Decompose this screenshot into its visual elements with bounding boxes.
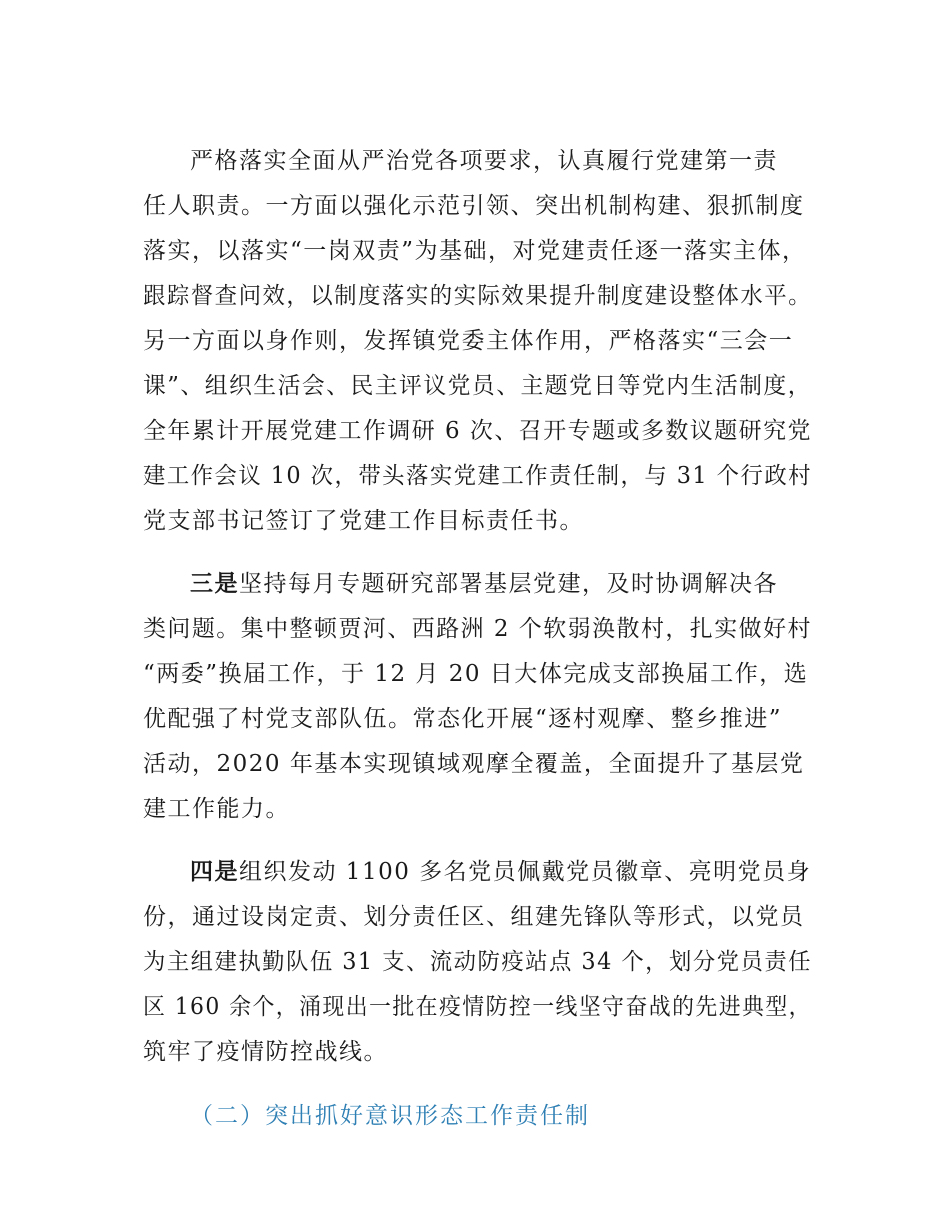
paragraph2-line-2: 类问题。集中整顿贾河、西路洲 2 个软弱涣散村，扎实做好村 [143, 616, 812, 642]
paragraph2-line-3: “两委”换届工作，于 12 月 20 日大体完成支部换届工作，选 [143, 661, 809, 687]
paragraph2-line-6: 建工作能力。 [143, 796, 290, 822]
paragraph2-first-line-text: 坚持每月专题研究部署基层党建，及时协调解决各 [239, 571, 778, 597]
paragraph1-line-5: 另一方面以身作则，发挥镇党委主体作用，严格落实“三会一 [143, 328, 794, 354]
paragraph2-line-4: 优配强了村党支部队伍。常态化开展“逐村观摩、整乡推进” [143, 706, 783, 732]
paragraph3-line-3: 为主组建执勤队伍 31 支、流动防疫站点 34 个，划分党员责任 [143, 949, 812, 975]
paragraph2-lead: 三是 [190, 570, 239, 597]
paragraph3-line-5: 筑牢了疫情防控战线。 [143, 1039, 388, 1065]
paragraph1-line-8: 建工作会议 10 次，带头落实党建工作责任制，与 31 个行政村 [143, 463, 812, 489]
paragraph1-line-3: 落实，以落实“一岗双责”为基础，对党建责任逐一落实主体， [143, 238, 807, 264]
paragraph3-line-2: 份，通过设岗定责、划分责任区、组建先锋队等形式，以党员 [143, 904, 805, 930]
paragraph3-first-line-text: 组织发动 1100 多名党员佩戴党员徽章、亮明党员身 [239, 859, 812, 885]
paragraph1-line-9: 党支部书记签订了党建工作目标责任书。 [143, 508, 584, 534]
paragraph2-line-1 [190, 569, 778, 599]
paragraph2-line-5: 活动，2020 年基本实现镇域观摩全覆盖，全面提升了基层党 [143, 751, 805, 777]
paragraph1-line-6: 课”、组织生活会、民主评议党员、主题党日等党内生活制度， [143, 373, 812, 399]
paragraph3-lead: 四是 [190, 858, 239, 885]
section-heading: （二）突出抓好意识形态工作责任制 [190, 1103, 590, 1129]
paragraph3-line-1 [190, 857, 811, 887]
paragraph1-line-1: 严格落实全面从严治党各项要求，认真履行党建第一责 [190, 148, 778, 174]
paragraph1-line-4: 跟踪督查问效，以制度落实的实际效果提升制度建设整体水平。 [143, 283, 812, 309]
paragraph1-line-2: 任人职责。一方面以强化示范引领、突出机制构建、狠抓制度 [143, 193, 805, 219]
paragraph1-line-7: 全年累计开展党建工作调研 6 次、召开专题或多数议题研究党 [143, 418, 812, 444]
paragraph3-line-4: 区 160 余个，涌现出一批在疫情防控一线坚守奋战的先进典型， [143, 994, 812, 1020]
